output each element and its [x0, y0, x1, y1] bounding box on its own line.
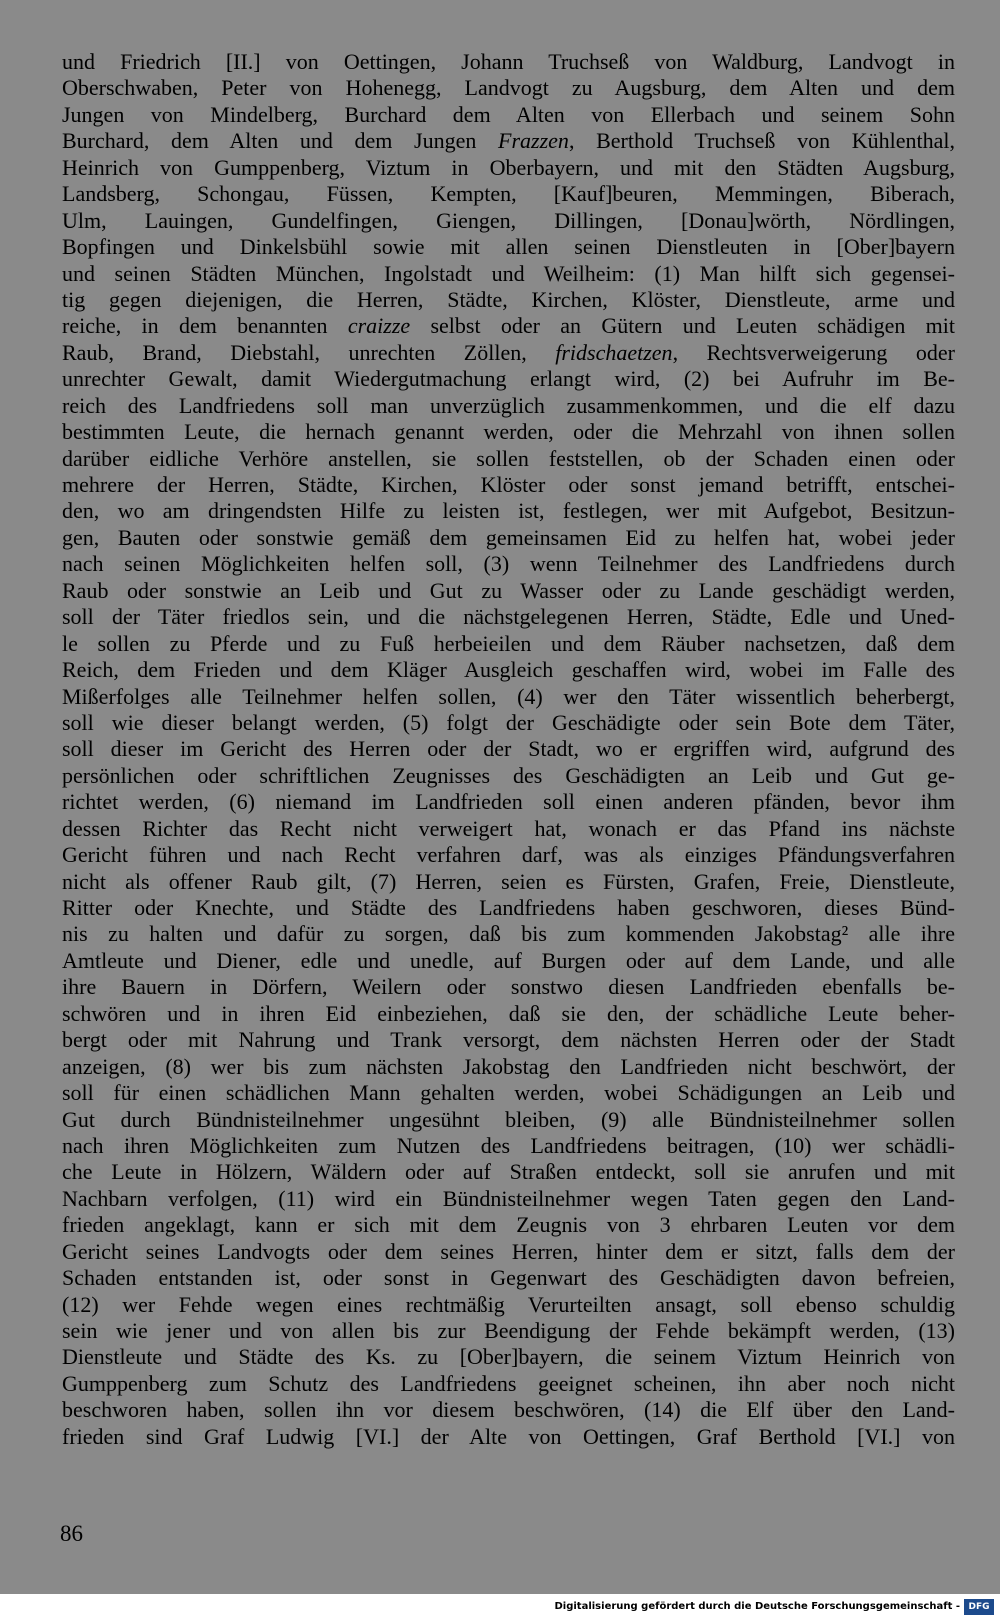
text-line: Gericht seines Landvogts oder dem seines Herren, hinter dem er sitzt, falls dem der — [62, 1238, 955, 1264]
text-line: bergt oder mit Nahrung und Trank versorgt, dem nächsten Herren oder der Stadt — [62, 1027, 955, 1053]
text-line: Amtleute und Diener, edle und unedle, auf Burgen oder auf dem Lande, und alle — [62, 947, 955, 973]
text-line: persönlichen oder schriftlichen Zeugnisses des Geschädigten an Leib und Gut ge- — [62, 762, 955, 788]
text-line: Jungen von Mindelberg, Burchard dem Alten von Ellerbach und seinem Sohn — [62, 101, 955, 127]
text-line: Gericht führen und nach Recht verfahren darf, was als einziges Pfändungsverfahren — [62, 842, 955, 868]
text-line: Mißerfolges alle Teilnehmer helfen sollen, (4) wer den Täter wissentlich beherbergt, — [62, 683, 955, 709]
text-line: soll wie dieser belangt werden, (5) folgt der Geschädigte oder sein Bote dem Täter, — [62, 709, 955, 735]
text-line: frieden angeklagt, kann er sich mit dem Zeugnis von 3 ehrbaren Leuten vor dem — [62, 1212, 955, 1238]
text-line: richtet werden, (6) niemand im Landfrieden soll einen anderen pfänden, bevor ihm — [62, 789, 955, 815]
text-line: nach ihren Möglichkeiten zum Nutzen des Landfriedens beitragen, (10) wer schädli- — [62, 1132, 955, 1158]
text-line: reich des Landfriedens soll man unverzüglich zusammenkommen, und die elf dazu — [62, 392, 955, 418]
text-line: nach seinen Möglichkeiten helfen soll, (3) wenn Teilnehmer des Landfriedens durch — [62, 551, 955, 577]
footer-bar — [0, 1594, 1000, 1622]
text-line: Bopfingen und Dinkelsbühl sowie mit allen seinen Dienstleuten in [Ober]bayern — [62, 234, 955, 260]
text-line: le sollen zu Pferde und zu Fuß herbeieilen und dem Räuber nachsetzen, daß dem — [62, 630, 955, 656]
text-line: Ritter oder Knechte, und Städte des Landfriedens haben geschworen, dieses Bünd- — [62, 895, 955, 920]
text-line: Raub, Brand, Diebstahl, unrechten Zöllen, fridschaetzen, Rechtsverweigerung oder — [62, 339, 955, 365]
text-line: soll dieser im Gericht des Herren oder der Stadt, wo er ergriffen wird, aufgrund des — [62, 736, 955, 762]
text-line: Burchard, dem Alten und dem Jungen Frazzen, Berthold Truchseß von Kühlenthal, — [62, 128, 955, 154]
text-line: Gumppenberg zum Schutz des Landfriedens geeignet scheinen, ihn aber noch nicht — [62, 1370, 955, 1396]
text-line: soll für einen schädlichen Mann gehalten werden, wobei Schädigungen an Leib und — [62, 1080, 955, 1106]
text-line: Reich, dem Frieden und dem Kläger Ausgleich geschaffen wird, wobei im Falle des — [62, 657, 955, 683]
body-text — [62, 49, 955, 1450]
text-line: che Leute in Hölzern, Wäldern oder auf Straßen entdeckt, soll sie anrufen und mit — [62, 1159, 955, 1185]
text-line: bestimmten Leute, die hernach genannt werden, oder die Mehrzahl von ihnen sollen — [62, 419, 955, 445]
text-line: sein wie jener und von allen bis zur Beendigung der Fehde bekämpft werden, (13) — [62, 1318, 955, 1343]
dfg-logo: DFG — [964, 1599, 994, 1615]
text-line: anzeigen, (8) wer bis zum nächsten Jakobstag den Landfrieden nicht beschwört, der — [62, 1053, 955, 1079]
text-line: darüber eidliche Verhöre anstellen, sie sollen feststellen, ob der Schaden einen oder — [62, 445, 955, 471]
text-line: Heinrich von Gumppenberg, Viztum in Oberbayern, und mit den Städten Augsburg, — [62, 154, 955, 180]
text-line: Nachbarn verfolgen, (11) wird ein Bündnisteilnehmer wegen Taten gegen den Land- — [62, 1185, 955, 1211]
footer-credit: Digitalisierung gefördert durch die Deutsche Forschungsgemeinschaft - — [554, 1601, 960, 1612]
text-line: tig gegen diejenigen, die Herren, Städte, Kirchen, Klöster, Dienstleute, arme und — [62, 286, 955, 312]
text-line: Dienstleute und Städte des Ks. zu [Ober]bayern, die seinem Viztum Heinrich von — [62, 1344, 955, 1370]
text-line: reiche, in dem benannten craizze selbst oder an Gütern und Leuten schädigen mit — [62, 313, 955, 339]
page-number: 86 — [60, 1521, 83, 1546]
text-line: nicht als offener Raub gilt, (7) Herren, seien es Fürsten, Grafen, Freie, Dienstleute, — [62, 868, 955, 894]
text-line: den, wo am dringendsten Hilfe zu leisten ist, festlegen, wer mit Aufgebot, Besitzun- — [62, 498, 955, 524]
text-line: soll der Täter friedlos sein, und die nächstgelegenen Herren, Städte, Edle und Uned- — [62, 604, 955, 630]
text-line: (12) wer Fehde wegen eines rechtmäßig Verurteilten ansagt, soll ebenso schuldig — [62, 1291, 955, 1317]
text-line: Ulm, Lauingen, Gundelfingen, Giengen, Dillingen, [Donau]wörth, Nördlingen, — [62, 207, 955, 233]
text-line: Raub oder sonstwie an Leib und Gut zu Wasser oder zu Lande geschädigt werden, — [62, 577, 955, 603]
text-line: frieden sind Graf Ludwig [VI.] der Alte von Oettingen, Graf Berthold [VI.] von — [62, 1423, 955, 1449]
text-line: und seinen Städten München, Ingolstadt und Weilheim: (1) Man hilft sich gegensei- — [62, 260, 955, 286]
text-line: mehrere der Herren, Städte, Kirchen, Klöster oder sonst jemand betrifft, entschei- — [62, 472, 955, 497]
text-line: gen, Bauten oder sonstwie gemäß dem gemeinsamen Eid zu helfen hat, wobei jeder — [62, 524, 955, 550]
text-line: unrechter Gewalt, damit Wiedergutmachung erlangt wird, (2) bei Aufruhr im Be- — [62, 366, 955, 392]
text-line: nis zu halten und dafür zu sorgen, daß bis zum kommenden Jakobstag² alle ihre — [62, 921, 955, 947]
text-line: Landsberg, Schongau, Füssen, Kempten, [Kauf]beuren, Memmingen, Biberach, — [62, 181, 955, 207]
text-line: Gut durch Bündnisteilnehmer ungesühnt bleiben, (9) alle Bündnisteilnehmer sollen — [62, 1106, 955, 1132]
text-line: schwören und in ihren Eid einbeziehen, daß sie den, der schädliche Leute beher- — [62, 1000, 955, 1026]
text-line: dessen Richter das Recht nicht verweigert hat, wonach er das Pfand ins nächste — [62, 815, 955, 841]
text-line: und Friedrich [II.] von Oettingen, Johann Truchseß von Waldburg, Landvogt in — [62, 49, 955, 74]
text-line: ihre Bauern in Dörfern, Weilern oder sonstwo diesen Landfrieden ebenfalls be- — [62, 974, 955, 1000]
text-line: Oberschwaben, Peter von Hohenegg, Landvogt zu Augsburg, dem Alten und dem — [62, 75, 955, 101]
text-line: Schaden entstanden ist, oder sonst in Gegenwart des Geschädigten davon befreien, — [62, 1265, 955, 1291]
text-line: beschworen haben, sollen ihn vor diesem beschwören, (14) die Elf über den Land- — [62, 1397, 955, 1423]
